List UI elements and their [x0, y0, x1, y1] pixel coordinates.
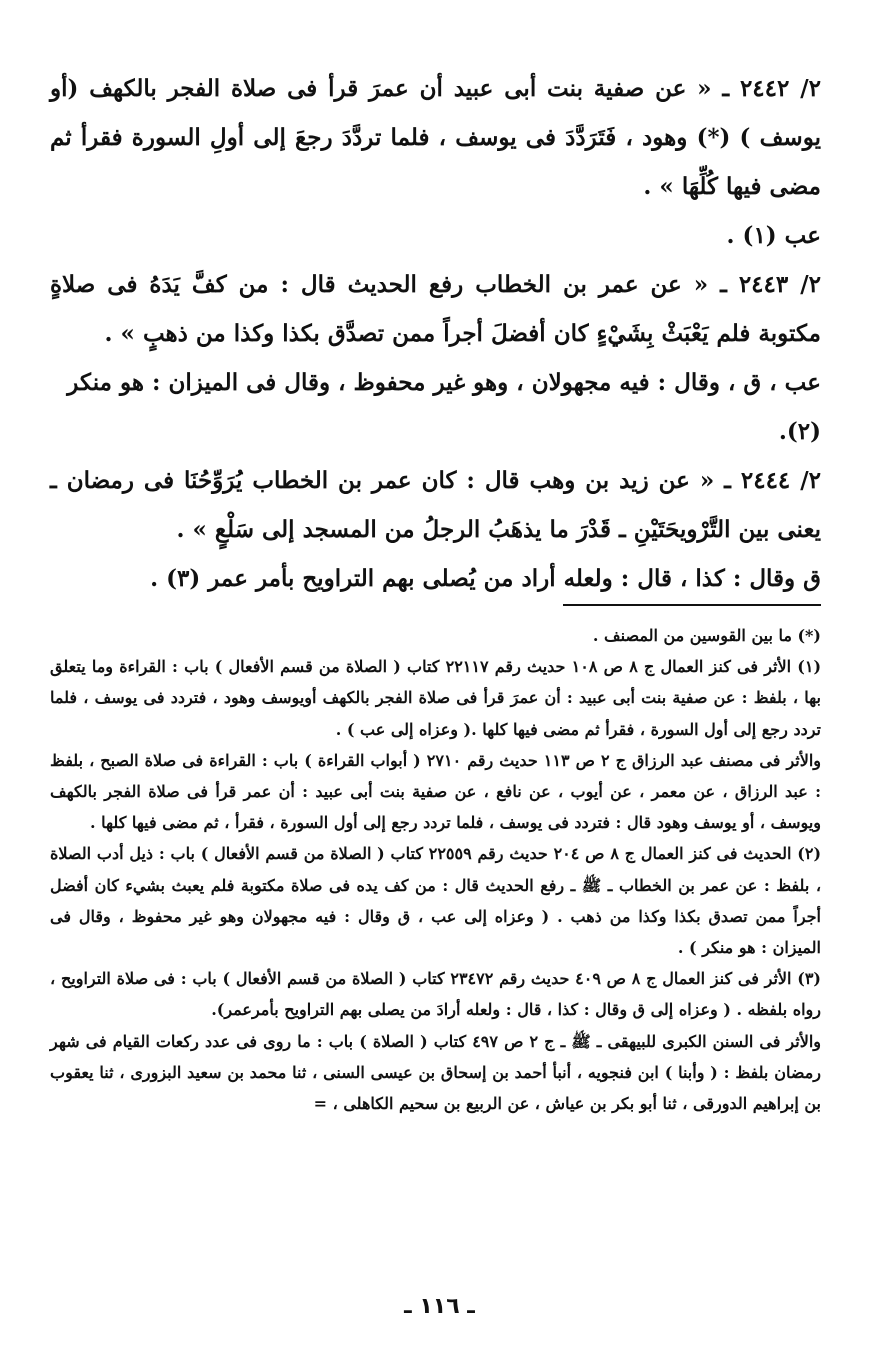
footnote-1: (١) الأثر فى كنز العمال ج ٨ ص ١٠٨ حديث رقم ٢٢١١٧ كتاب ( الصلاة من قسم الأفعال ) باب : القراءة وما يتعلق بها ، بلفظ : عن صفية بنت أبى عبيد : أن عمرَ قرأ فى صلاة الفجر بالكهف أويوسف وهود ، فتردد فى يوسف ، فلما تردد رجع إلى أول السورة ، فقرأ ثم مضى فيها كلها .( وعزاه إلى عب ) .: [50, 657, 822, 739]
main-text: [50, 64, 821, 603]
footnote-3: (٣) الأثر فى كنز العمال ج ٨ ص ٤٠٩ حديث رقم ٢٣٤٧٢ كتاب ( الصلاة من قسم الأفعال ) باب : فى صلاة التراويح ، رواه بلفظه . ( وعزاه إلى ق وقال : كذا ، قال : ولعله أرادَ من يصلى بهم التراويح بأمرعمر).: [50, 969, 821, 1020]
footnote-1-continued: والأثر فى مصنف عبد الرزاق ج ٢ ص ١١٣ حديث رقم ٢٧١٠ ( أبواب القراءة ) باب : القراءة فى صلاة الصبح ، بلفظ : عبد الرزاق ، عن معمر ، عن أيوب ، عن نافع ، عن صفية بنت أبى عبيد : أن عمر قرأ فى صلاة الفجر بالكهف ويوسف ، أو يوسف وهود قال : فتردد فى يوسف ، فلما تردد رجع إلى أول السورة ، فقرأ ، ثم مضى فيها كلها .: [50, 750, 822, 833]
hadith-2444-source: ق وقال : كذا ، قال : ولعله أراد من يُصلى بهم التراويح بأمر عمر (٣) .: [150, 565, 821, 592]
hadith-2443: ٢/ ٢٤٤٣ ـ « عن عمر بن الخطاب رفع الحديث قال : من كفَّ يَدَهُ فى صلاةٍ مكتوبة فلم يَعْبَثْ بِشَيْءٍ كان أفضلَ أجراً ممن تصدَّق بكذا وكذا من ذهبٍ » .: [50, 271, 821, 347]
footnote-2: (٢) الحديث فى كنز العمال ج ٨ ص ٢٠٤ حديث رقم ٢٢٥٥٩ كتاب ( الصلاة من قسم الأفعال ) باب : ذيل أدب الصلاة ، بلفظ : عن عمر بن الخطاب ـ ﷺ ـ رفع الحديث قال : من كف يده فى صلاة مكتوبة فلم يعبث بشيء كان أفضل أجراً ممن تصدق بكذا وكذا من ذهب . ( وعزاه إلى عب ، ق وقال : فيه مجهولان وهو غير محفوظ ، وقال فى الميزان : هو منكر ) .: [50, 844, 822, 958]
footnote-3-continued: والأثر فى السنن الكبرى للبيهقى ـ ﷺ ـ ج ٢ ص ٤٩٧ كتاب ( الصلاة ) باب : ما روى فى عدد ركعات القيام فى شهر رمضان بلفظ : ( وأبنا ) ابن فنجويه ، أنبأ أحمد بن إسحاق بن عيسى السنى ، ثنا محمد بن سعيد البزورى ، ثنا يعقوب بن إبراهيم الدورقى ، ثنا أبو بكر بن عياش ، عن الربيع بن سحيم الكاهلى ، =: [50, 1031, 822, 1114]
footnotes: [50, 620, 821, 1119]
page-number: ـ ١١٦ ـ: [404, 1294, 475, 1319]
hadith-2444: ٢/ ٢٤٤٤ ـ « عن زيد بن وهب قال : كان عمر بن الخطاب يُرَوِّحُنَا فى رمضان ـ يعنى بين التَّرْويحَتَيْنِ ـ قَدْرَ ما يذهَبُ الرجلُ من المسجد إلى سَلْعٍ » .: [50, 467, 821, 543]
hadith-2443-source: عب ، ق ، وقال : فيه مجهولان ، وهو غير محفوظ ، وقال فى الميزان : هو منكر (٢).: [67, 369, 821, 445]
hadith-2442: ٢/ ٢٤٤٢ ـ « عن صفية بنت أبى عبيد أن عمرَ قرأ فى صلاة الفجر بالكهف (أو يوسف ) (*) وهود ، فَتَرَدَّدَ فى يوسف ، فلما تردَّدَ رجعَ إلى أولِ السورة فقرأ ثم مضى فيها كُلِّهَا » .: [50, 75, 821, 200]
hadith-2442-source: عب (١) .: [726, 222, 821, 249]
footnote-star: (*) ما بين القوسين من المصنف .: [592, 626, 821, 645]
footnote-separator: [563, 604, 821, 606]
